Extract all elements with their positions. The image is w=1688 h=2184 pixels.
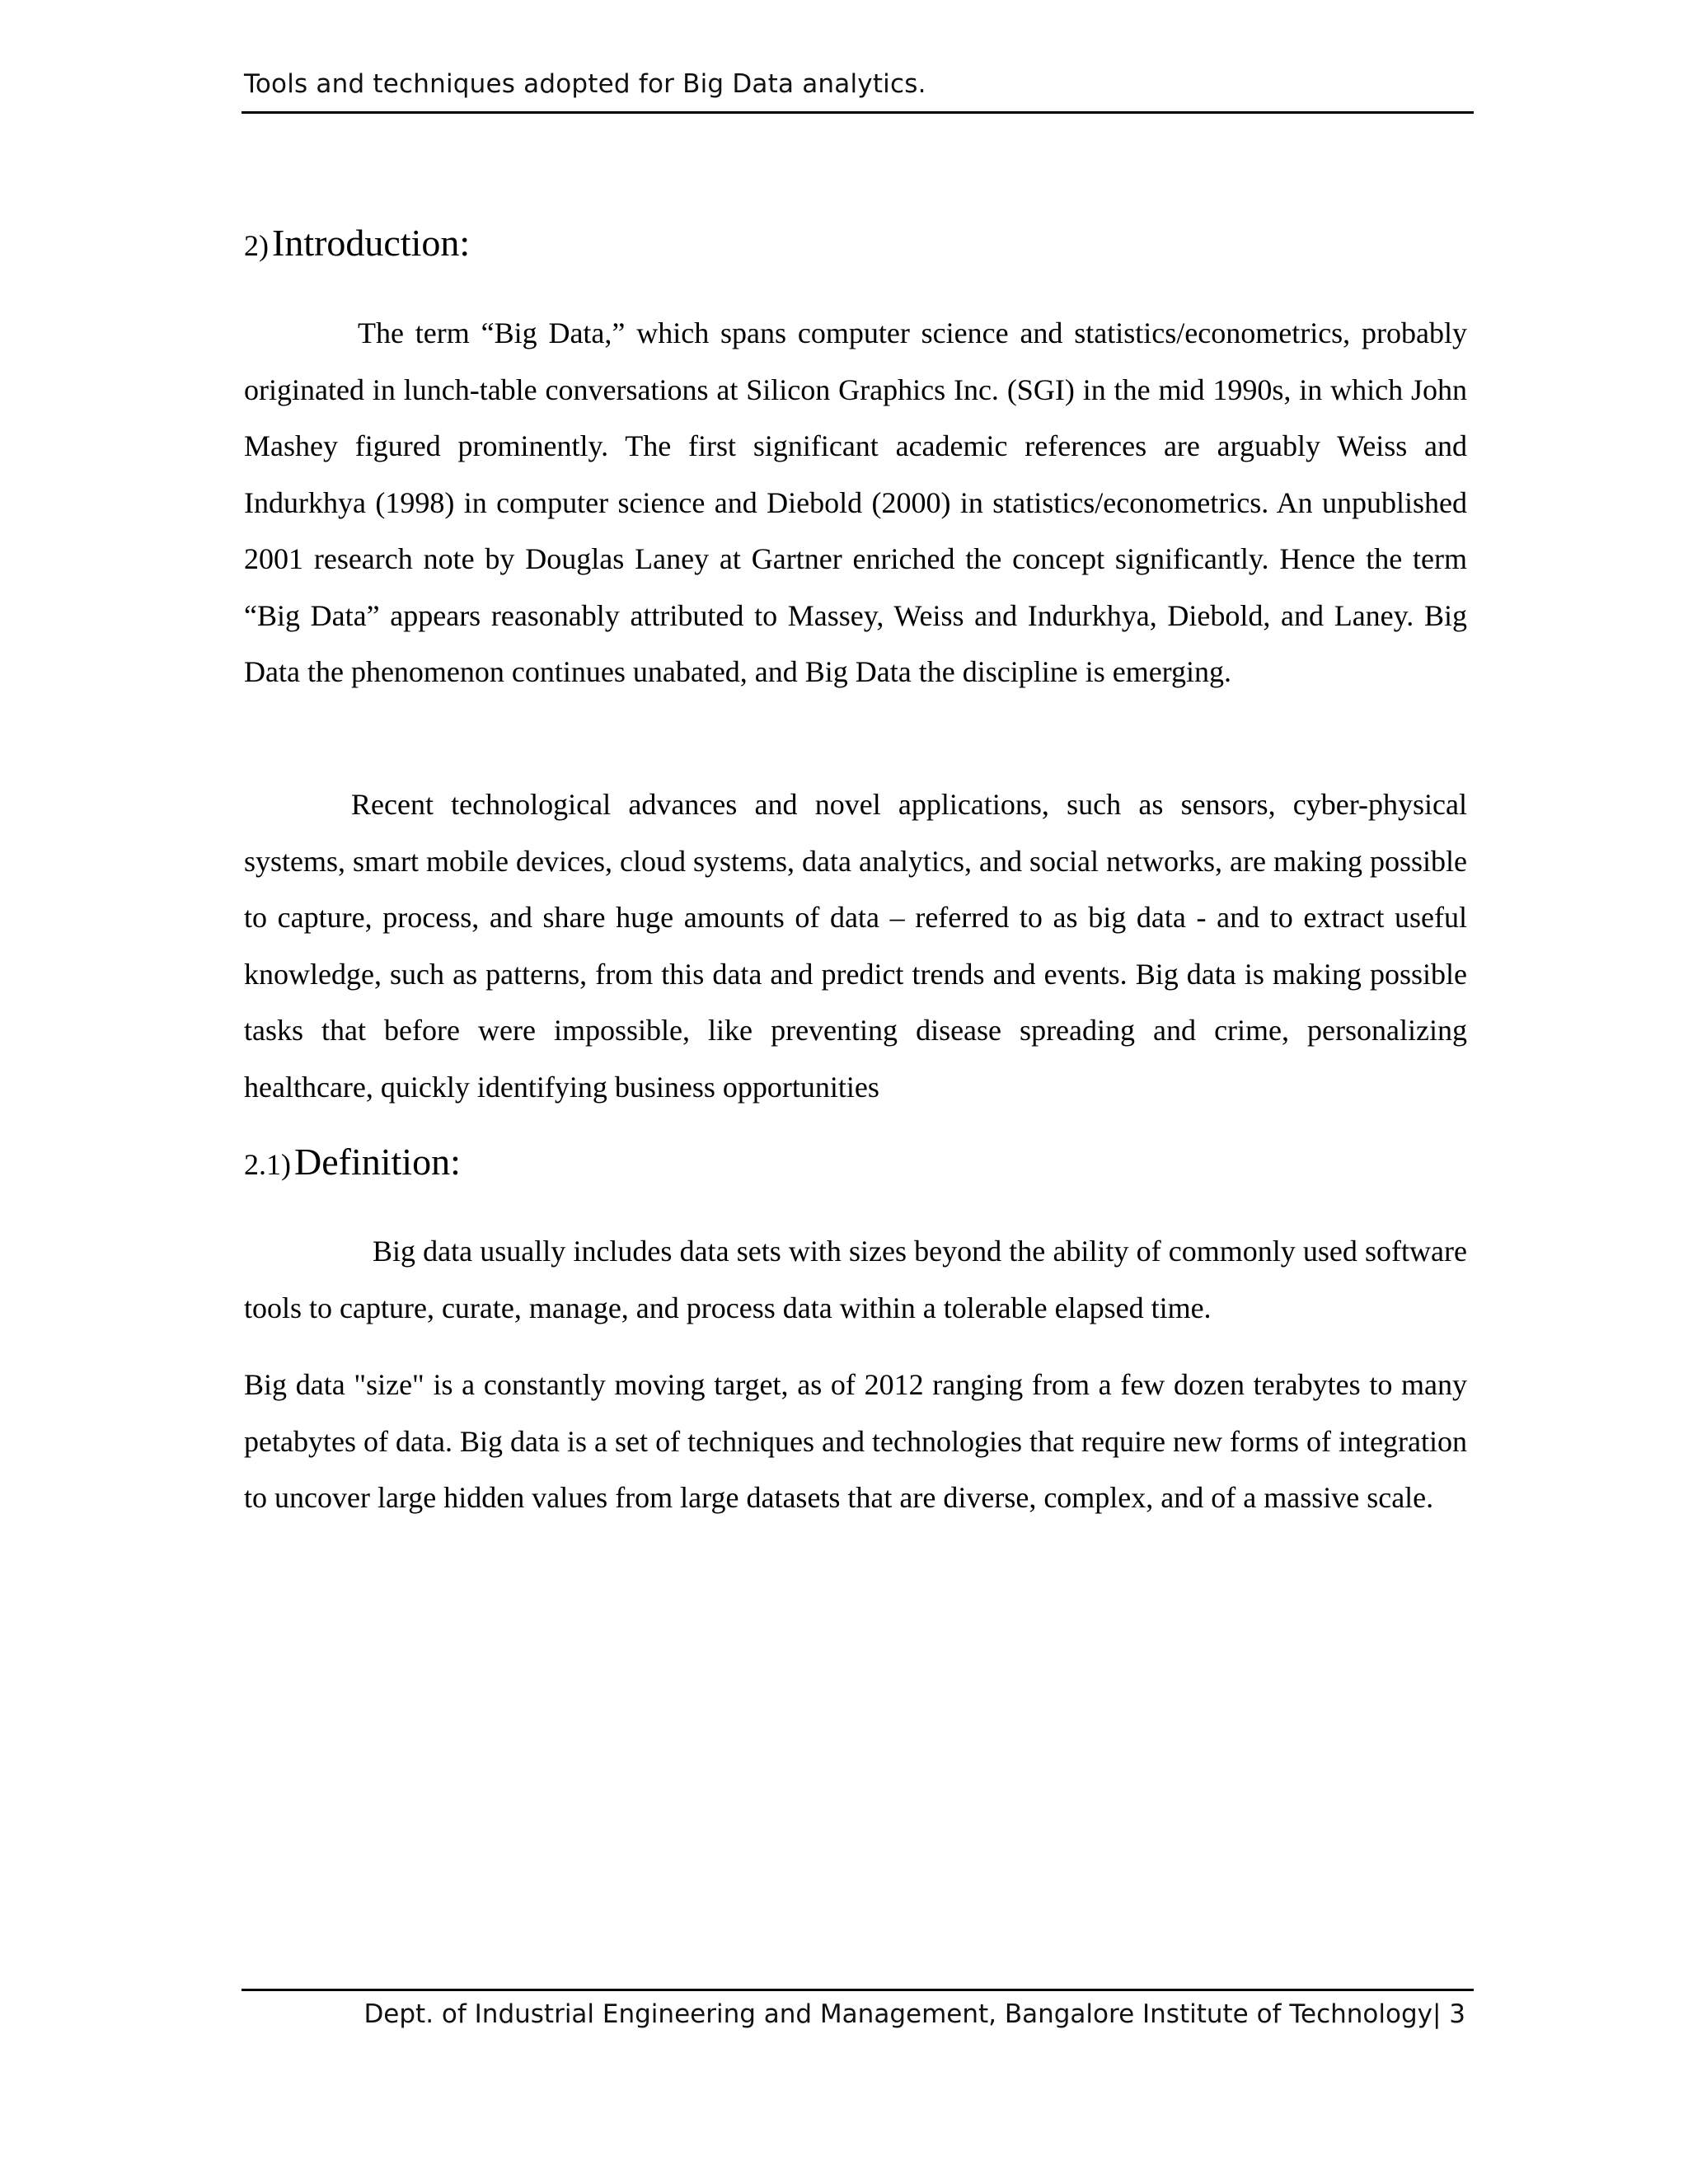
header-rule (241, 111, 1474, 114)
running-header: Tools and techniques adopted for Big Data analytics. (244, 69, 926, 99)
paragraph: Recent technological advances and novel applications, such as sensors, cyber-physical systems, smart mobile devices, cloud systems, data analytics, and social networks, are making possible to capture, process, and share huge amounts of data – referred to as big data - and to extract useful knowledge, such as patterns, from this data and predict trends and events. Big data is making possible tasks that before were impossible, like preventing disease spreading and crime, personalizing healthcare, quickly identifying business opportunities (244, 788, 1467, 1104)
paragraph: Big data usually includes data sets with sizes beyond the ability of commonly used software tools to capture, curate, manage, and process data within a tolerable elapsed time. (244, 1235, 1467, 1324)
paragraph: Big data "size" is a constantly moving target, as of 2012 ranging from a few dozen terabytes to many petabytes of data. Big data is a set of techniques and technologies that require new forms of integration to uncover large hidden values from large datasets that are diverse, complex, and of a massive scale. (244, 1368, 1467, 1514)
section-title: Definition: (294, 1141, 461, 1183)
paragraph: The term “Big Data,” which spans computer science and statistics/econometrics, probably originated in lunch-table conversations at Silicon Graphics Inc. (SGI) in the mid 1990s, in which John Mashey figured prominently. The first significant academic references are arguably Weiss and Indurkhya (1998) in computer science and Diebold (2000) in statistics/econometrics. An unpublished 2001 research note by Douglas Laney at Gartner enriched the concept significantly. Hence the term “Big Data” appears reasonably attributed to Massey, Weiss and Indurkhya, Diebold, and Laney. Big Data the phenomenon continues unabated, and Big Data the discipline is emerging. (244, 316, 1467, 688)
running-footer: Dept. of Industrial Engineering and Management, Bangalore Institute of Technology| 3 (363, 1999, 1465, 2029)
section-number: 2) (244, 229, 269, 262)
footer-rule (241, 1989, 1474, 1991)
section-title: Introduction: (272, 222, 471, 264)
section-heading-definition (244, 1140, 461, 1183)
section-number: 2.1) (244, 1148, 291, 1181)
section-heading-introduction (244, 221, 470, 265)
